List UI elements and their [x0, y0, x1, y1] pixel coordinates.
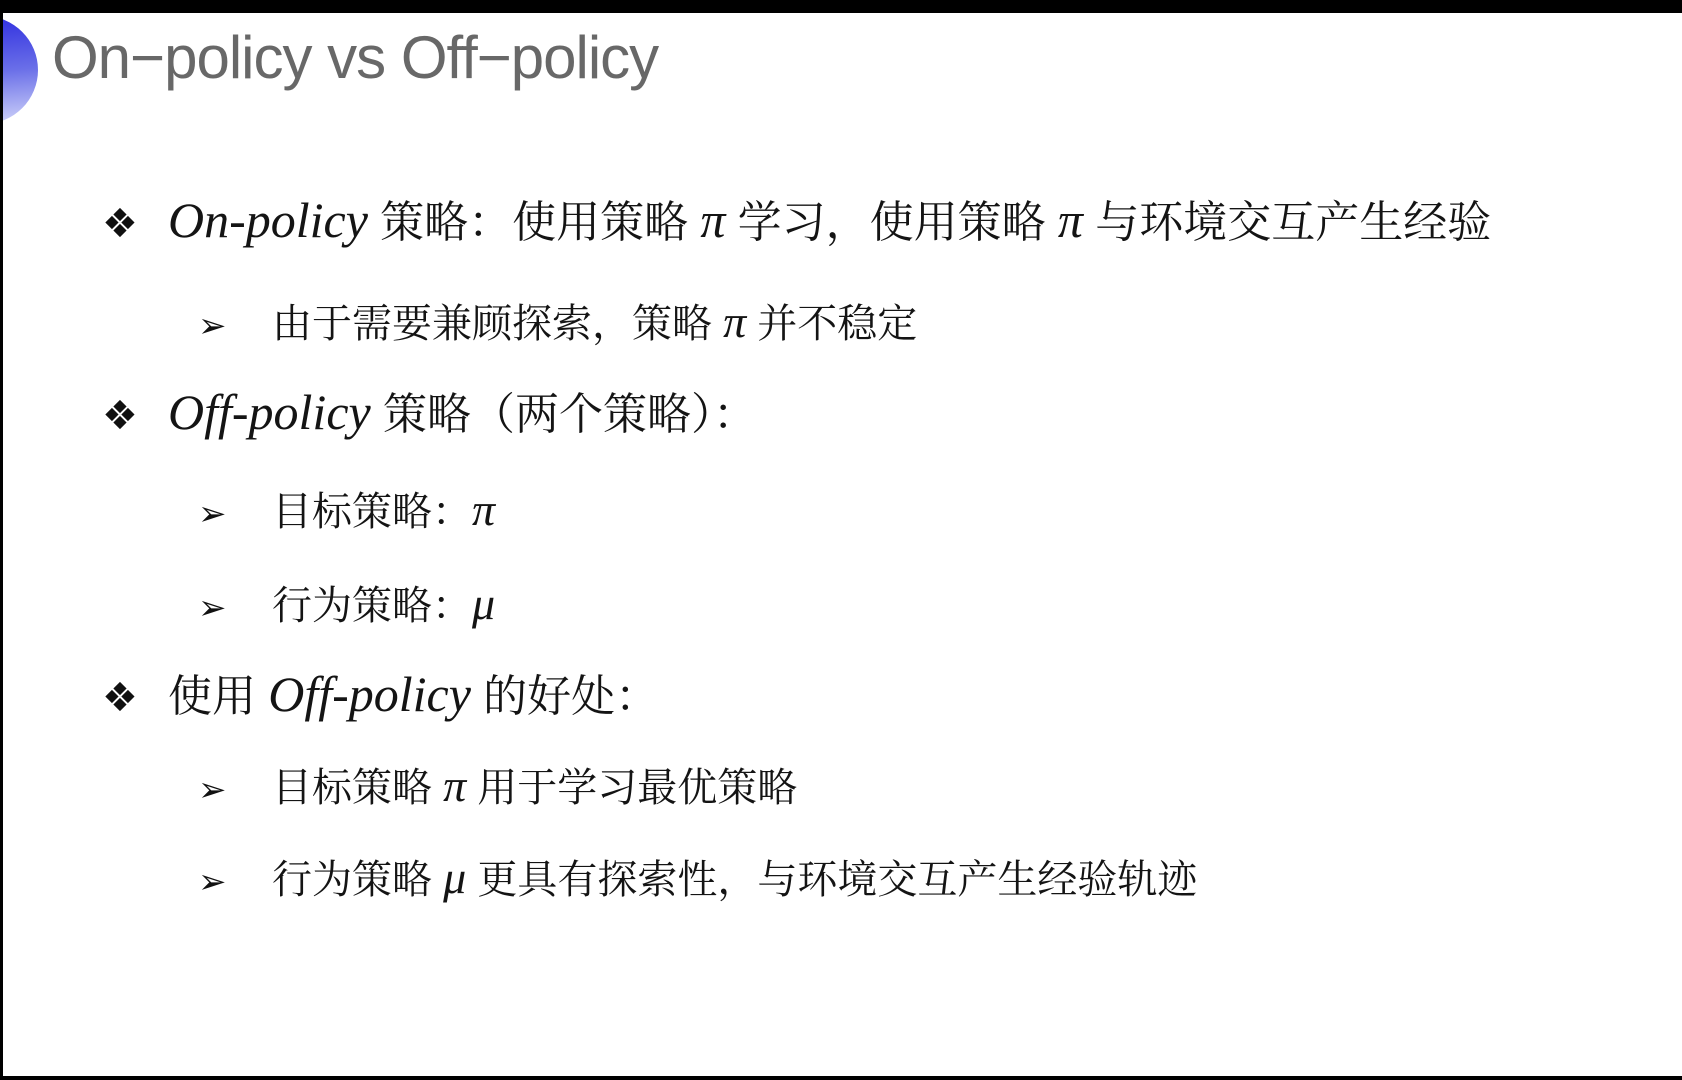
text-segment: 用于学习最优策略	[466, 766, 798, 810]
pi-symbol: π	[723, 296, 747, 347]
term-on-policy: On-policy	[168, 192, 368, 248]
sub-bullet-behavior-policy-exploration	[198, 848, 1197, 905]
text-segment: 更具有探索性，与环境交互产生经验轨迹	[466, 858, 1198, 902]
arrow-bullet-icon: ➢	[198, 494, 227, 534]
sub-bullet-pi-unstable	[198, 292, 917, 349]
bullet-item-on-policy	[102, 186, 1491, 250]
sub-bullet-target-policy-learning	[198, 756, 797, 813]
text-segment: 与环境交互产生经验	[1082, 198, 1492, 247]
decorative-circle	[0, 16, 38, 124]
diamond-bullet-icon: ❖	[102, 201, 138, 247]
text-segment: 并不稳定	[746, 302, 918, 346]
text-segment: 学习，使用策略	[725, 198, 1058, 247]
bottom-border	[0, 1076, 1682, 1080]
pi-symbol: π	[1057, 192, 1083, 248]
text-segment: 目标策略	[272, 766, 444, 810]
bullet-text	[272, 756, 797, 813]
bullet-item-off-policy	[102, 378, 757, 442]
pi-symbol: π	[472, 484, 496, 535]
text-segment: 行为策略：	[272, 584, 472, 628]
sub-bullet-behavior-policy	[198, 574, 495, 631]
bullet-text	[168, 660, 659, 724]
pi-symbol: π	[700, 192, 726, 248]
left-border	[0, 0, 3, 1080]
bullet-text	[272, 292, 917, 349]
arrow-bullet-icon: ➢	[198, 770, 227, 810]
text-segment: 策略：使用策略	[367, 198, 701, 247]
arrow-bullet-icon: ➢	[198, 306, 227, 346]
term-off-policy: Off-policy	[168, 384, 371, 440]
text-segment: 使用	[168, 672, 269, 721]
text-segment: 由于需要兼顾探索，策略	[272, 302, 724, 346]
bullet-item-off-policy-benefits	[102, 660, 659, 724]
sub-bullet-target-policy	[198, 480, 495, 537]
arrow-bullet-icon: ➢	[198, 588, 227, 628]
bullet-text	[272, 848, 1197, 905]
pi-symbol: π	[443, 760, 467, 811]
term-off-policy: Off-policy	[268, 666, 471, 722]
diamond-bullet-icon: ❖	[102, 393, 138, 439]
top-border	[0, 0, 1682, 13]
mu-symbol: μ	[443, 852, 467, 903]
text-segment: 目标策略：	[272, 490, 472, 534]
text-segment: 的好处：	[470, 672, 660, 721]
text-segment: 策略（两个策略）：	[370, 390, 757, 439]
bullet-text	[272, 574, 495, 631]
bullet-text	[272, 480, 495, 537]
diamond-bullet-icon: ❖	[102, 675, 138, 721]
arrow-bullet-icon: ➢	[198, 862, 227, 902]
text-segment: 行为策略	[272, 858, 444, 902]
mu-symbol: μ	[472, 578, 496, 629]
bullet-text	[168, 378, 757, 442]
slide-title: On−policy vs Off−policy	[52, 24, 659, 91]
bullet-text	[168, 186, 1491, 250]
